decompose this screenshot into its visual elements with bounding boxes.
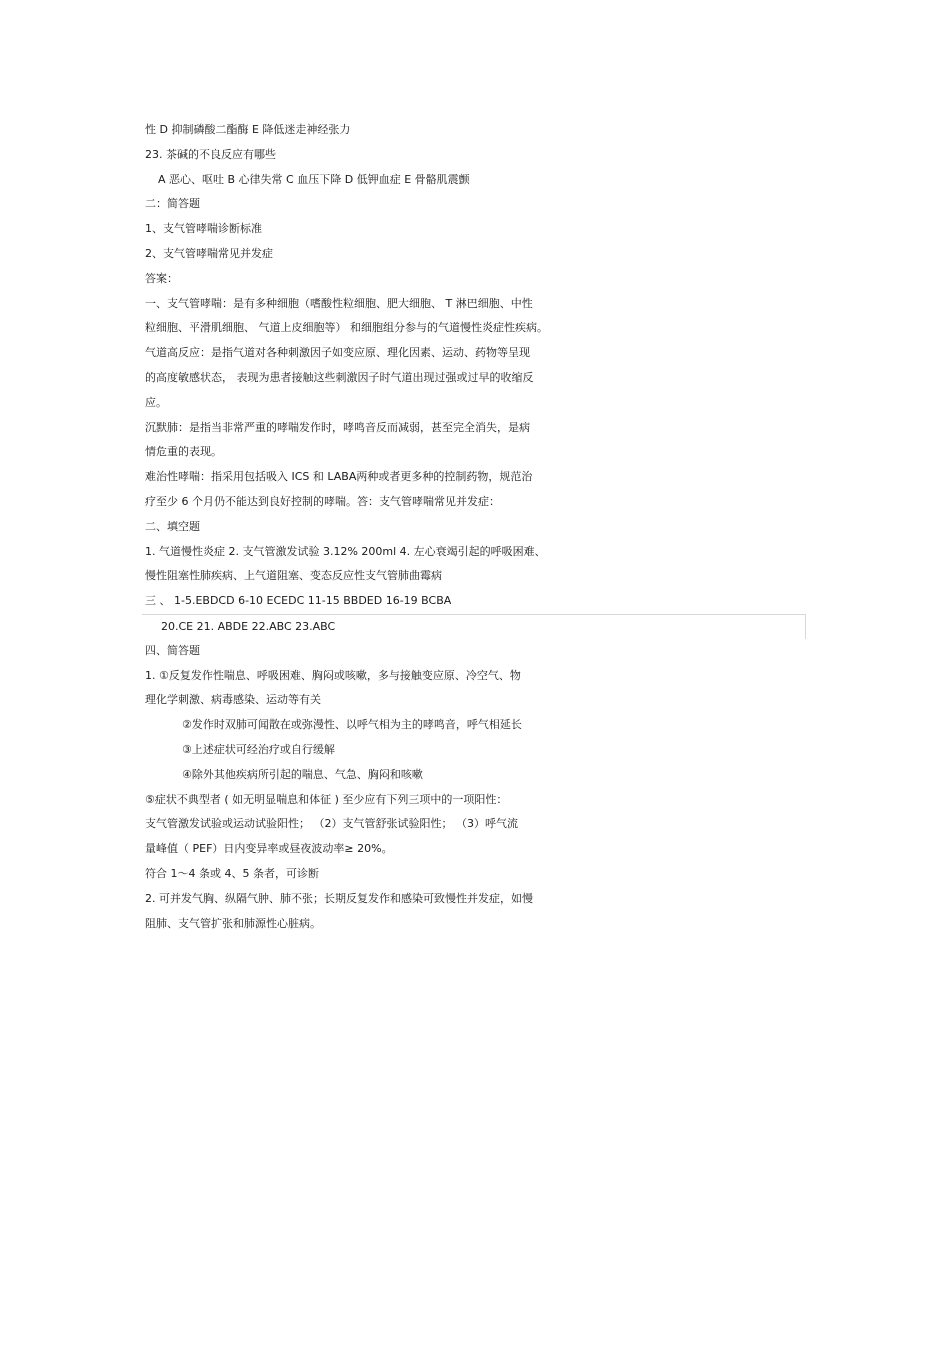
text-line: 量峰值（ PEF）日内变异率或昼夜波动率≥ 20%。 [145, 842, 393, 856]
section-heading: 二、填空题 [145, 519, 200, 533]
answer-key-line: 三 、 1-5.EBDCD 6-10 ECEDC 11-15 BBDED 16-19 BCBA [145, 594, 452, 608]
criteria-item: ④除外其他疾病所引起的喘息、气急、胸闷和咳嗽 [182, 767, 423, 781]
answer-key-boxed-line: 20.CE 21. ABDE 22.ABC 23.ABC [142, 614, 806, 639]
text-line: 应。 [145, 395, 167, 409]
text-line: 阻肺、支气管扩张和肺源性心脏病。 [145, 916, 321, 930]
text-line: 1. 气道慢性炎症 2. 支气管激发试验 3.12% 200ml 4. 左心衰竭引起的呼吸困难、 [145, 544, 546, 558]
text-line: 的高度敏感状态， 表现为患者接触这些刺激因子时气道出现过强或过早的收缩反 [145, 370, 534, 384]
text-line: 2. 可并发气胸、纵隔气肿、肺不张；长期反复发作和感染可致慢性并发症，如慢 [145, 891, 533, 905]
criteria-item: ②发作时双肺可闻散在或弥漫性、以呼气相为主的哮鸣音，呼气相延长 [182, 718, 522, 732]
text-line: 慢性阻塞性肺疾病、上气道阻塞、变态反应性支气管肺曲霉病 [145, 569, 442, 583]
text-line: 情危重的表现。 [145, 445, 222, 459]
text-line: 1. ①反复发作性喘息、呼吸困难、胸闷或咳嗽，多与接触变应原、冷空气、物 [145, 668, 521, 682]
short-question-1: 1、支气管哮喘诊断标准 [145, 222, 262, 236]
criteria-item: ⑤症状不典型者 ( 如无明显喘息和体征 ) 至少应有下列三项中的一项阳性： [145, 792, 508, 806]
section-heading: 二：简答题 [145, 197, 200, 211]
question-23-title: 23. 茶碱的不良反应有哪些 [145, 147, 276, 161]
text-line: 一、支气管哮喘：是有多种细胞（嗜酸性粒细胞、肥大细胞、 T 淋巴细胞、中性 [145, 296, 533, 310]
section-heading: 四、简答题 [145, 643, 200, 657]
text-line: 理化学刺激、病毒感染、运动等有关 [145, 693, 321, 707]
text-line: 疗至少 6 个月仍不能达到良好控制的哮喘。答：支气管哮喘常见并发症： [145, 494, 500, 508]
text-line: 沉默肺：是指当非常严重的哮喘发作时，哮鸣音反而减弱，甚至完全消失，是病 [145, 420, 530, 434]
text-line: 性 D 抑制磷酸二酯酶 E 降低迷走神经张力 [145, 123, 351, 136]
document-body [145, 118, 815, 936]
text-line: 难治性哮喘：指采用包括吸入 ICS 和 LABA两种或者更多种的控制药物，规范治 [145, 470, 533, 484]
question-23-options: A 恶心、呕吐 B 心律失常 C 血压下降 D 低钾血症 E 骨骼肌震颤 [158, 172, 470, 186]
text-line: 粒细胞、平滑肌细胞、 气道上皮细胞等） 和细胞组分参与的气道慢性炎症性疾病。 [145, 321, 548, 335]
text-line: 支气管激发试验或运动试验阳性； （2）支气管舒张试验阳性； （3）呼气流 [145, 817, 518, 831]
text-line: 气道高反应：是指气道对各种刺激因子如变应原、理化因素、运动、药物等呈现 [145, 346, 530, 360]
text-line: 符合 1～4 条或 4、5 条者，可诊断 [145, 866, 319, 880]
criteria-item: ③上述症状可经治疗或自行缓解 [182, 742, 335, 756]
short-question-2: 2、支气管哮喘常见并发症 [145, 246, 273, 260]
answers-heading: 答案： [145, 271, 178, 285]
